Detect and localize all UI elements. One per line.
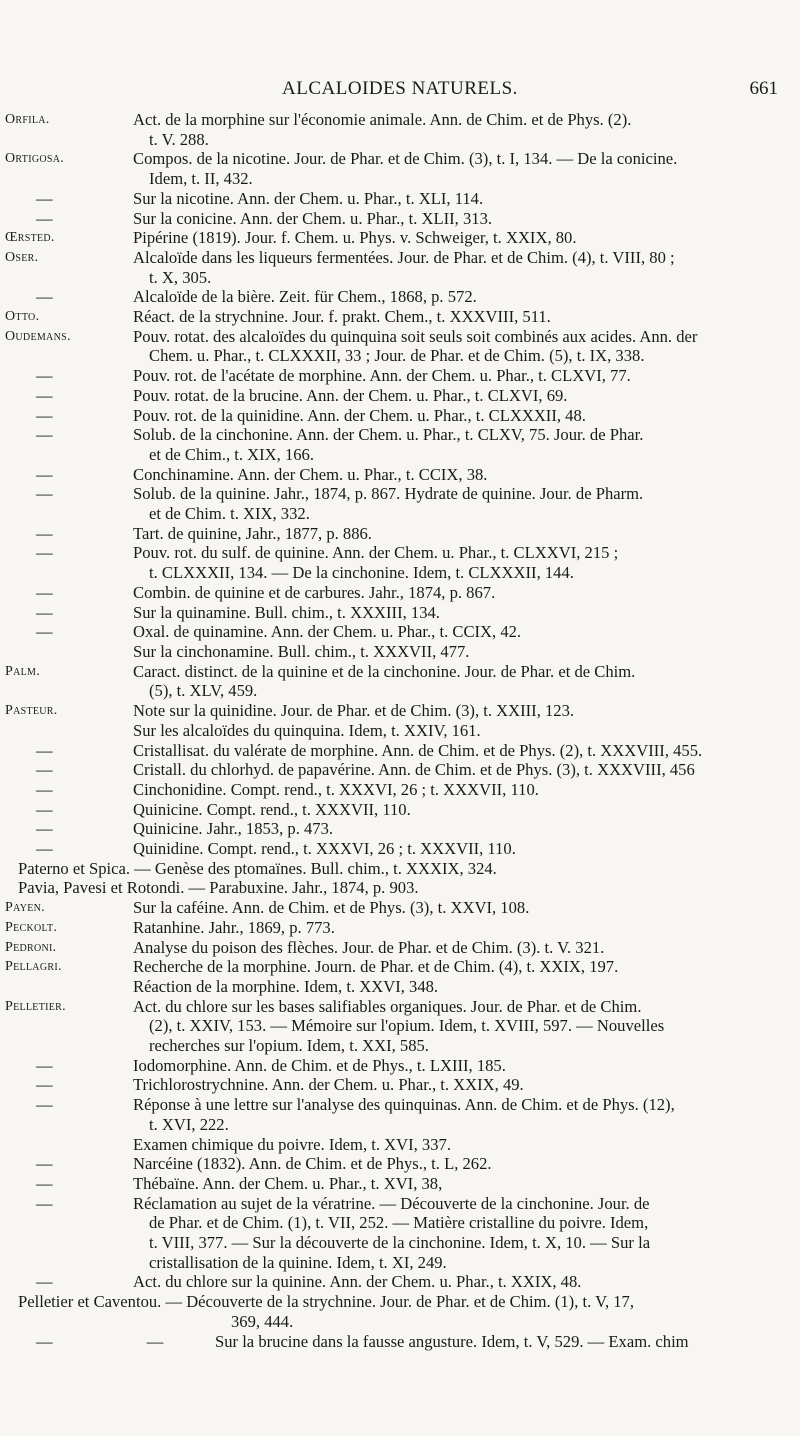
entry-text [133,465,780,485]
entry-author: Œrsted. [5,230,55,246]
entry-text [133,721,780,741]
entry-line: Pouv. rot. du sulf. de quinine. Ann. der Chem. u. Phar., t. CLXXVI, 215 ; [133,543,619,563]
entry-text [133,110,780,149]
bibliography-entry [0,386,800,406]
repeat-author-dash: — [36,1055,53,1075]
entry-text [133,484,780,523]
entry-text [133,1095,780,1134]
repeat-author-dash: — [36,799,53,819]
entry-text [133,1154,780,1174]
entry-line: Cinchonidine. Compt. rend., t. XXXVI, 26 ; t. XXXVII, 110. [133,779,539,799]
entry-author: Oser. [5,249,39,265]
page-number: 661 [749,78,778,99]
repeat-author-dash: — [36,1095,53,1115]
entry-line: Cristall. du chlorhyd. de papavérine. Ann. de Chim. et de Phys. (3), t. XXXVIII, 456 [133,760,695,780]
entry-line: Iodomorphine. Ann. de Chim. et de Phys., t. LXIII, 185. [133,1055,506,1075]
bibliography-entry [0,1075,800,1095]
entry-author: Pelletier. [5,998,66,1014]
bibliography-entry [0,800,800,820]
entry-line: Réact. de la strychnine. Jour. f. prakt. Chem., t. XXXVIII, 511. [133,307,551,327]
bibliography-entry [0,819,800,839]
bibliography-entry [0,406,800,426]
bibliography-entry [0,1135,800,1155]
entry-text [133,307,780,327]
entry-line: Pipérine (1819). Jour. f. Chem. u. Phys. v. Schweiger, t. XXIX, 80. [133,228,577,248]
entry-text [133,1135,780,1155]
repeat-author-dash: — [36,464,53,484]
repeat-author-dash: — — [36,1331,164,1351]
entry-text [133,1194,780,1273]
bibliography-entry [0,780,800,800]
entry-line: Réponse à une lettre sur l'analyse des quinquinas. Ann. de Chim. et de Phys. (12), [133,1095,675,1115]
repeat-author-dash: — [36,1173,53,1193]
entry-text [133,149,780,188]
bibliography-entry [0,1292,800,1331]
entry-text [133,780,780,800]
entry-author: Pedroni. [5,939,57,955]
entry-line: Pavia, Pavesi et Rotondi. — Parabuxine. Jahr., 1874, p. 903. [18,878,419,898]
entry-text [18,1292,760,1331]
entry-line: Compos. de la nicotine. Jour. de Phar. et de Chim. (3), t. I, 134. — De la conicine. [133,149,678,169]
repeat-author-dash: — [36,208,53,228]
entry-line: Pouv. rotat. des alcaloïdes du quinquina soit seuls soit combinés aux acides. Ann. der [133,326,698,346]
entry-text [133,642,780,662]
bibliography-entry [0,1194,800,1273]
entry-line: Sur la caféine. Ann. de Chim. et de Phys. (3), t. XXVI, 108. [133,898,530,918]
repeat-author-dash: — [36,740,53,760]
entry-line: Alcaloïde de la bière. Zeit. für Chem., 1868, p. 572. [133,287,477,307]
entry-author: Payen. [5,900,45,916]
bibliography-entry [0,307,800,327]
entry-line: Sur les alcaloïdes du quinquina. Idem, t. XXIV, 161. [133,720,481,740]
entry-line: Narcéine (1832). Ann. de Chim. et de Phys., t. L, 262. [133,1154,492,1174]
bibliography-entry [0,189,800,209]
entry-text [133,1075,780,1095]
repeat-author-dash: — [36,405,53,425]
entry-line: Thébaïne. Ann. der Chem. u. Phar., t. XVI, 38, [133,1173,443,1193]
entry-line: Act. de la morphine sur l'économie animale. Ann. de Chim. et de Phys. (2). [133,110,632,129]
entry-text [133,524,780,544]
bibliography-entry [0,918,800,938]
repeat-author-dash: — [36,779,53,799]
repeat-author-dash: — [36,366,53,386]
entry-text [133,425,780,464]
entry-line: Oxal. de quinamine. Ann. der Chem. u. Phar., t. CCIX, 42. [133,622,522,642]
entry-line: Tart. de quinine, Jahr., 1877, p. 886. [133,523,372,543]
bibliography-entry [0,110,800,149]
entry-text [133,248,780,287]
entry-line: Analyse du poison des flèches. Jour. de Phar. et de Chim. (3). t. V. 321. [133,937,605,957]
repeat-author-dash: — [36,582,53,602]
bibliography-entry [0,465,800,485]
entry-text [133,287,780,307]
entry-line-continuation: et de Chim. t. XIX, 332. [149,504,310,524]
entry-line-continuation: Chem. u. Phar., t. CLXXXII, 33 ; Jour. de Phar. et de Chim. (5), t. IX, 338. [149,346,645,366]
bibliography-entry [0,228,800,248]
entry-line: Sur la brucine dans la fausse angusture. Idem, t. V, 529. — Exam. chim [215,1331,689,1351]
page-header [0,78,800,104]
entry-line: Pelletier et Caventou. — Découverte de la strychnine. Jour. de Phar. et de Chim. (1), t. V, 17, [18,1292,634,1312]
entry-line: Examen chimique du poivre. Idem, t. XVI, 337. [133,1134,451,1154]
entry-line: Réclamation au sujet de la vératrine. — Découverte de la cinchonine. Jour. de [133,1193,650,1213]
bibliography-entry [0,878,800,898]
bibliography-entry [0,957,800,977]
bibliography-entry [0,543,800,582]
entry-line: Cristallisat. du valérate de morphine. Ann. de Chim. et de Phys. (2), t. XXXVIII, 455. [133,740,703,760]
repeat-author-dash: — [36,819,53,839]
bibliography-entry [0,149,800,188]
bibliography-entry [0,209,800,229]
bibliography-entry [0,1332,800,1352]
entry-line-continuation: et de Chim., t. XIX, 166. [149,444,314,464]
entry-line: Sur la cinchonamine. Bull. chim., t. XXXVII, 477. [133,641,470,661]
entry-line: Sur la quinamine. Bull. chim., t. XXXIII, 134. [133,602,440,622]
entry-line-continuation: de Phar. et de Chim. (1), t. VII, 252. — Matière cristalline du poivre. Idem, [149,1213,649,1233]
bibliography-entry [0,1174,800,1194]
entry-line-continuation: t. VIII, 377. — Sur la découverte de la cinchonine. Idem, t. X, 10. — Sur la [149,1233,651,1253]
entry-text [133,701,780,721]
entry-text [133,1056,780,1076]
entry-text [133,386,780,406]
entry-text [133,938,780,958]
bibliography-entry [0,898,800,918]
entry-text [133,760,780,780]
entry-line-continuation: Idem, t. II, 432. [149,169,253,189]
bibliography-entry [0,721,800,741]
entry-text [133,918,780,938]
entry-line: Trichlorostrychnine. Ann. der Chem. u. Phar., t. XXIX, 49. [133,1075,524,1095]
bibliography-entry [0,701,800,721]
bibliography-entry [0,1095,800,1134]
entry-author: Ortigosa. [5,151,65,167]
entry-text [133,662,780,701]
bibliography-entry [0,642,800,662]
entry-line: Paterno et Spica. — Genèse des ptomaïnes. Bull. chim., t. XXXIX, 324. [18,858,497,878]
entry-text [133,1272,780,1292]
entry-text [133,406,780,426]
entry-line-continuation: (5), t. XLV, 459. [149,681,258,701]
entry-line-continuation: recherches sur l'opium. Idem, t. XXI, 585. [149,1036,429,1056]
entry-text [133,228,780,248]
repeat-author-dash: — [36,622,53,642]
repeat-author-dash: — [36,839,53,859]
entry-line: Pouv. rot. de l'acétate de morphine. Ann. der Chem. u. Phar., t. CLXVI, 77. [133,366,631,386]
entry-text [133,189,780,209]
bibliography-entry [0,662,800,701]
repeat-author-dash: — [36,1272,53,1292]
entry-line: Note sur la quinidine. Jour. de Phar. et de Chim. (3), t. XXIII, 123. [133,701,575,721]
entry-line-continuation: t. CLXXXII, 134. — De la cinchonine. Idem, t. CLXXXII, 144. [149,563,574,583]
repeat-author-dash: — [36,523,53,543]
entry-text [133,603,780,623]
entry-text [133,819,780,839]
entry-text [133,741,780,761]
repeat-author-dash: — [36,760,53,780]
entry-text [133,327,780,366]
bibliography-entry [0,425,800,464]
bibliography-entry [0,938,800,958]
entry-line: Caract. distinct. de la quinine et de la cinchonine. Jour. de Phar. et de Chim. [133,661,636,681]
entry-line: Act. du chlore sur les bases salifiables organiques. Jour. de Phar. et de Chim. [133,996,642,1016]
entry-line: Conchinamine. Ann. der Chem. u. Phar., t. CCIX, 38. [133,464,488,484]
entry-line: Act. du chlore sur la quinine. Ann. der Chem. u. Phar., t. XXIX, 48. [133,1272,582,1292]
entry-line-continuation: cristallisation de la quinine. Idem, t. XI, 249. [149,1252,447,1272]
entry-line-continuation: 369, 444. [231,1311,294,1331]
repeat-author-dash: — [36,385,53,405]
entry-line-continuation: t. V. 288. [149,129,209,149]
entry-text [133,977,780,997]
repeat-author-dash: — [36,1154,53,1174]
repeat-author-dash: — [36,188,53,208]
bibliography-entry [0,366,800,386]
bibliography-entry [0,524,800,544]
entry-line: Pouv. rot. de la quinidine. Ann. der Chem. u. Phar., t. CLXXXII, 48. [133,405,586,425]
repeat-author-dash: — [36,602,53,622]
entry-text [133,209,780,229]
bibliography-entry [0,760,800,780]
entry-text [133,839,780,859]
entry-line-continuation: t. X, 305. [149,267,212,287]
bibliography-entry [0,741,800,761]
entry-line: Quinicine. Compt. rend., t. XXXVII, 110. [133,799,411,819]
entry-text [133,583,780,603]
entry-line: Quinicine. Jahr., 1853, p. 473. [133,819,334,839]
entry-text [133,800,780,820]
entry-author: Peckolt. [5,919,58,935]
entry-author: Pasteur. [5,703,58,719]
bibliography-entry [0,977,800,997]
bibliography-entry [0,583,800,603]
running-title: ALCALOIDES NATURELS. [282,78,518,99]
repeat-author-dash: — [36,543,53,563]
entry-line: Combin. de quinine et de carbures. Jahr., 1874, p. 867. [133,582,496,602]
entry-line: Sur la nicotine. Ann. der Chem. u. Phar., t. XLI, 114. [133,188,484,208]
repeat-author-dash: — [36,1075,53,1095]
entry-text [133,622,780,642]
repeat-author-dash: — [36,287,53,307]
entry-text [18,878,760,898]
entry-text [133,1174,780,1194]
entry-text [18,859,760,879]
entry-text [133,543,780,582]
entry-text [133,898,780,918]
repeat-author-dash: — [36,1193,53,1213]
bibliography-entry [0,1056,800,1076]
entry-line: Sur la conicine. Ann. der Chem. u. Phar., t. XLII, 313. [133,208,493,228]
bibliography-entry [0,248,800,287]
entry-line: Solub. de la quinine. Jahr., 1874, p. 867. Hydrate de quinine. Jour. de Pharm. [133,484,644,504]
bibliography-entry [0,839,800,859]
bibliography-entry [0,327,800,366]
bibliography-entry [0,1154,800,1174]
entry-text [133,366,780,386]
bibliography-entry [0,859,800,879]
entry-author: Orfila. [5,112,50,127]
entry-line: Ratanhine. Jahr., 1869, p. 773. [133,917,335,937]
repeat-author-dash: — [36,484,53,504]
bibliography-entry [0,484,800,523]
entry-text [133,997,780,1056]
entry-author: Palm. [5,663,41,679]
entry-line-continuation: t. XVI, 222. [149,1114,229,1134]
bibliography-entry [0,622,800,642]
entry-line: Quinidine. Compt. rend., t. XXXVI, 26 ; t. XXXVII, 110. [133,839,516,859]
entry-text [133,957,780,977]
entry-line: Réaction de la morphine. Idem, t. XXVI, 348. [133,976,439,996]
bibliography-entry [0,603,800,623]
entry-line: Recherche de la morphine. Journ. de Phar. et de Chim. (4), t. XXIX, 197. [133,957,619,977]
entry-author: Pellagri. [5,959,62,975]
repeat-author-dash: — [36,425,53,445]
bibliography-entry [0,1272,800,1292]
entry-author: Oudemans. [5,328,71,344]
bibliography-entry [0,997,800,1056]
entry-line: Solub. de la cinchonine. Ann. der Chem. u. Phar., t. CLXV, 75. Jour. de Phar. [133,425,644,445]
entry-line: Pouv. rotat. de la brucine. Ann. der Chem. u. Phar., t. CLXVI, 69. [133,385,568,405]
bibliography-list [0,110,800,1351]
entry-line-continuation: (2), t. XXIV, 153. — Mémoire sur l'opium. Idem, t. XVIII, 597. — Nouvelles [149,1016,665,1036]
entry-author: Otto. [5,309,40,325]
entry-line: Alcaloïde dans les liqueurs fermentées. Jour. de Phar. et de Chim. (4), t. VIII, 80 ; [133,247,675,267]
bibliography-entry [0,287,800,307]
